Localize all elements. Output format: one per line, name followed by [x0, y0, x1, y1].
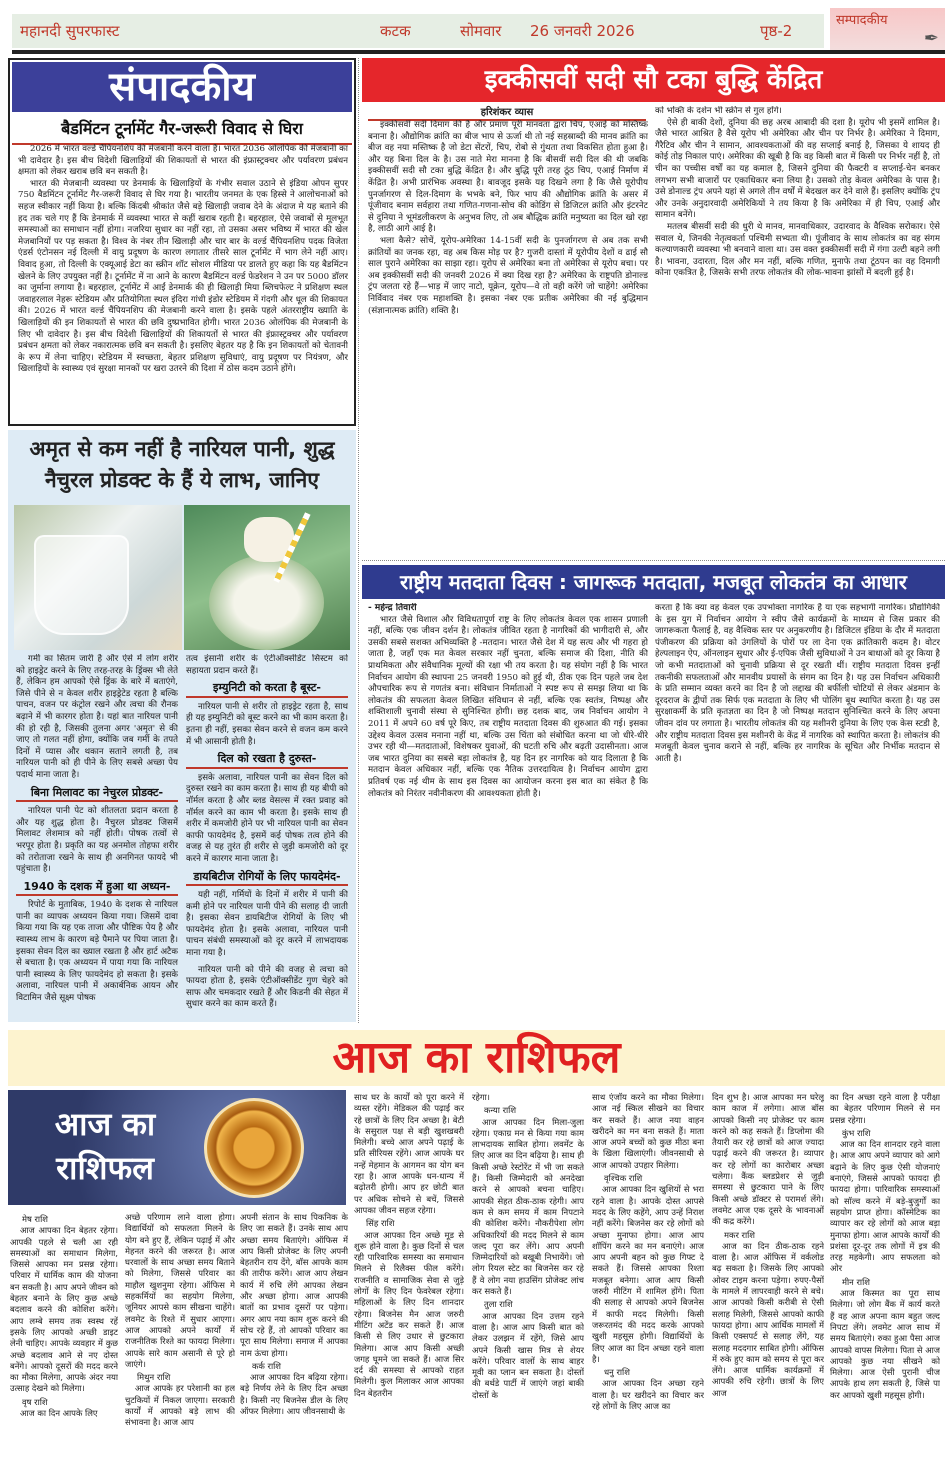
horoscope-column — [472, 1092, 584, 1460]
horoscope-text: आज आपका दिन अच्छे मूड से शुरू होने वाला है। कुछ दिनों से चल रही पारिवारिक समस्या का समाधान मिलने से रिलैक्स फील करेंगे। राजनीति व सामाजिक सेवा से जुड़े लोगों के लिए दिन फेवरेबल रहेगा। महिलाओं के लिए दिन शानदार रहेगा। बिजनेस मैन आज जरुरी मीटिंग अटेंड कर सकते हैं। आज किसी से लिए उधार से छुटकारा मिलेगा। आज आप किसी अच्छी जगह घूमने जा सकते हैं। आज सिर दर्द की समस्या से आपको राहत मिलेगी। कुल मिलाकर आज आपका दिन बेहतरीन — [354, 1229, 464, 1398]
article-column — [186, 654, 348, 1014]
weekday: सोमवार — [460, 22, 502, 40]
paragraph: इक्कीसवीं सदी दिमाग की है और प्रमाण पूरी मानवता द्वारा चिप, एआई को मस्तिष्क बनाना है। औद्योगिक क्रांति का बीज भाप से ऊर्जा थी तो नई सहस्राब्दी की मानव क्रांति का बीज वह नया मस्तिष्क है जो डेटा सेंटरों, चिप, रोबो से गुंथता तथा विकसित होता हुआ है। और यह बिना दिल के है। उस नाते मेरा मानना है कि बीसवीं सदी दिल की थी जबकि इक्कीसवीं सदी सौ टका बुद्धि केंद्रित है। और बुद्धि पूरी तरह ठूंठ चिप, एआई निर्माण में केंद्रित है। अभी प्रारंभिक अवस्था है। बावजूद इसके यह दिखने लगा है कि जैसे यूरोपीय पुनर्जागरण से दिल-दिमाग के भभके बने, फिर भाप की औद्योगिक क्रांति के असर में पूंजीवाद बनाम सर्वहारा तथा गणित-गणना-सोच की कोडिंग से डिजिटल क्रांति और इंटरनेट से दुनिया ने भूमंडलीकरण के अनुभव लिए, तो अब बौद्धिक क्रांति मनुष्यता का दिल खो रहा है, लाठी आगे आई है। — [368, 120, 648, 235]
subheading: दिल को रखता है दुरुस्त- — [186, 753, 348, 769]
horoscope-column — [125, 1212, 235, 1460]
article-headline: अमृत से कम नहीं है नारियल पानी, शुद्ध नैचुरल प्रोडक्ट के हैं ये लाभ, जानिए — [29, 437, 335, 492]
paragraph: भारत की मेजबानी व्यवस्था पर डेनमार्क के खिलाड़ियों के गंभीर सवाल उठाने से इंडिया ओपन सुपर 750 बैडमिंटन टूर्नामेंट गैर-जरूरी विवाद से घिर गया है। भारतीय जनमत के एक हिस्से ने आलोचनाओं को सहज स्वीकार नहीं किया है। बल्कि किंदबी श्रीकांत जैसे बड़े खिलाड़ी जवाब देने के अंदाज मे यह बताने की हद तक चले गए हैं कि डेनमार्क में व्यवस्था भारत से कहीं खराब रहती है। बहरहाल, ऐसे जवाबों से मूलभूत समस्याओं का समाधान नहीं होगा। नजरिया सुधार का नहीं रहा, तो उसका असर भविष्य में भारत की खेल मेजबानियों पर पड़ सकता है। विश्व के नंबर तीन खिलाड़ी और चार बार के वर्ल्ड चैंपियनशिप पदक विजेता एंडर्स एंटोनसन नई दिल्ली में वायु प्रदूषण के कारण लगातार तीसरे साल टूर्नामेंट में भाग लेने नहीं आए। विवाद हुआ, तो दिल्ली के एक्यूआई डेटा का स्क्रीन शॉट सोशल मीडिया पर डालते हुए कहा कि यह बैडमिंटन खेलने के लिए उपयुक्त नहीं है। टूर्नामेंट में ना आने के कारण बैडमिंटन वर्ल्ड फेडरेशन ने उन पर 5000 डॉलर का जुर्माना लगाया है। बहरहाल, टूर्नामेंट में आईं डेनमार्क की ही खिलाड़ी मिया ब्लिचफेल्ट ने प्रशिक्षण स्थल जवाहरलाल नेहरू स्टेडियम और प्रतियोगिता स्थल इंदिरा गांधी इंडोर स्टेडियम में गंदगी और धूल की शिकायत की। 2026 में भारत वर्ल्ड चैंपियनशिप की मेजबानी करने वाला है। इसके पहले अंतरराष्ट्रीय ख्याति के खिलाड़ियों की इन शिकायतों से भारत की छवि दुष्प्रभावित होगी। भारत 2036 ओलंपिक की मेजबानी के लिए भी दावेदार है। इस बीच विदेशी खिलाड़ियों की शिकायतों से भारत की इंफ्रास्ट्रक्चर और पर्यावरण प्रबंधन क्षमता को लेकर नकारात्मक छवि बन सकती है। इसलिए बेहतर यह है कि इन शिकायतों को चेतावनी के रूप में लेना चाहिए। स्टेडियम में स्वच्छता, बेहतर प्रशिक्षण सुविधाएं, वायु प्रदूषण पर नियंत्रण, और खिलाड़ियों के स्वास्थ्य एवं सुरक्षा मानकों पर खरा उतरने की दिशा में ठोस कदम उठाने होंगे। — [18, 178, 348, 375]
zodiac-wheel-icon — [204, 1098, 304, 1198]
zodiac-sign-label: वृष राशि — [22, 1396, 48, 1407]
newspaper-name: महानदी सुपरफास्ट — [20, 22, 120, 40]
paragraph: नारियल पानी पेट को शीतलता प्रदान करता है और यह शुद्ध होता है। नैचुरल प्रोडक्ट जिसमें मिलावट लेशमात्र को नहीं होती। पोषक तत्वों से भरपूर होता है। प्रकृति का यह अनमोल तोहफा शरीर को तरोताजा रखने के साथ ही अनगिनत फायदे भी पहुंचाता है। — [16, 806, 178, 875]
horoscope-column — [592, 1092, 704, 1460]
header-divider — [12, 50, 945, 54]
horoscope-text: आज आपका दिन मिला-जुला रहेगा। एकाग्र मन से किया गया काम लाभदायक साबित होगा। लवमेंट के लिए आज का दिन बढ़िया है। साथ ही किसी अच्छे रेस्टोरेंट में भी जा सकते हैं। किसी जिम्मेदारी को अनदेखा करने से आपको बचना चाहिए। आपकी सेहत ठीक-ठाक रहेगी। आप कम से कम समय में काम निपटाने की कोशिश करेंगे। नौकरीपेशा लोग अधिकारियों की मदद मिलने से काम जल्द पूरा कर लेंगे। आप अपनी जिम्मेदारियों को बखूबी निभायेंगे। जो लोग रियल स्टेट का बिजनेस कर रहे हैं वे लोग नया हाउसिंग प्रोजेक्ट लांच कर सकते हैं। — [472, 1116, 584, 1297]
coconut-water-glass-photo — [14, 505, 182, 650]
editorial-headline: बैडमिंटन टूर्नामेंट गैर-जरूरी विवाद से घिरा — [12, 117, 352, 145]
horoscope-column — [10, 1212, 118, 1460]
horoscope-text: दिन शुभ है। आज आपका मन घरेलू काम काज में लगेगा। आज बॉस आपको किसी नए प्रोजेक्ट पर काम करने को कह सकते हैं। डिप्लोमा की तैयारी कर रहे छात्रों को आज ज्यादा पढ़ाई करने की जरूरत है। व्यापार कर रहे लोगों का कारोबार अच्छा चलेगा। कैंक ब्लडप्रेशर से जुड़ी समस्या से छुटकारा पाने के लिए किसी अच्छे डॉक्टर से परामर्श लेंगे। लवमेट आज एक दूसरे के भावनाओं की कद्र करेंगे। — [712, 1092, 824, 1227]
zodiac-sign-label: सिंह राशि — [366, 1218, 395, 1229]
zodiac-sign-label: धनु राशि — [604, 1367, 630, 1378]
paragraph: भला कैसे? सोचें, यूरोप-अमेरिका 14-15वीं सदी के पुनर्जागरण से अब तक सभी क्रांतियों का जनक रहा, वह अब किस मोड़ पर है? गुजरी दास्तां में यूरोपीय देशों व ढाई सौ साल पुराने अमेरिका का साझा रहा। यूरोप से अमेरिका बना तो अमेरिका से यूरोप बचा। पर अब इक्कीसवीं सदी की जनवरी 2026 में क्या दिख रहा है? अमेरिका के राष्ट्रपति डोनाल्ड ट्रंप जलता रहे हैं—भाड़ में जाए नाटो, यूक्रेन, यूरोप—वे तो वही करेंगे जो चाहेंगे! अमेरिका निर्विवाद नंबर एक महाशक्ति है। इसका नंबर एक प्रतीक अमेरिका की नई बुद्धिमान (संज्ञानात्मक क्रांति) शक्ति है। — [368, 235, 648, 316]
zodiac-sign-label: मीन राशि — [842, 1276, 870, 1287]
horoscope-text: अपनी संतान के साथ पिकनिक के लिए जा सकते हैं। उनके साथ आप अच्छा समय बिताएंगे। ऑफिस में आप किसी प्रोजेक्ट के लिए अपनी बेहतरीन राय देंगे, बॉस आपके काम की तारीफ करेंगे। आज आप लेखन कार्य में रुचि लेंगे आपका लेखन और अच्छा होगा। आज आपकी बातों का प्रभाव दूसरों पर पड़ेगा। अगर आप नया काम शुरू करने की सोच रहे हैं, तो आपको परिवार का पूरा साथ मिलेगा। समाज में आपका नाम ऊंचा होगा। — [240, 1212, 348, 1358]
editorial-logo — [830, 8, 945, 52]
horoscope-graphic-title: आज का राशिफल — [54, 1105, 156, 1187]
horoscope-text: आज का दिन आपके लिए — [20, 1408, 98, 1419]
paragraph: को भक्ति के दर्शन भी स्क्रीन से गुल होंगे। — [655, 106, 782, 116]
horoscope-text: रहेगा। — [472, 1092, 490, 1102]
horoscope-text: आज आपका दिन उत्तम रहने वाला है। आज आप किसी बात को लेकर उलझन में रहेंगे, जिसे आप अपने किसी खास मित्र से शेयर करेंगे। परिवार वालों के साथ बाहर मूवी का प्लान बन सकता है। दोस्तों की बर्थडे पार्टी में जाएंगे जहां बाकी दोस्तों के — [472, 1310, 584, 1400]
horoscope-graphic — [8, 1090, 346, 1205]
horoscope-text: आज आपका दिन अच्छा रहने वाला है। घर खरीदने का विचार कर रहे लोगों के लिए आज का — [592, 1378, 704, 1412]
main-article-headline: इक्कीसवीं सदी सौ टका बुद्धि केंद्रित — [362, 58, 945, 102]
byline: हरिशंकर व्यास — [368, 104, 646, 121]
horoscope-text: आज आपका दिन बढ़िया रहेगा। बड़े निर्णय लेने के लिए दिन अच्छा है। किसी नए बिजनेस डील के लिए ऑफर मिलेगा। आप जीवनसाथी के — [240, 1372, 348, 1417]
editorial-banner: संपादकीय — [12, 62, 352, 112]
horoscope-column — [712, 1092, 824, 1460]
logo-text: सम्पादकीय — [836, 13, 888, 28]
paragraph: मतलब बीसवीं सदी की धुरी थे मानव, मानवाधिकार, उदारवाद के वैश्विक सरोकार। ऐसे सवाल थे, जिनकी नेतृत्वकर्ता पश्चिमी सभ्यता थी। पूंजीवाद के साथ लोकतंत्र का वह संगम कल्याणकारी व्यवस्था भी बनवाने वाला था। उस वक्त इक्कीसवीं सदी में गंगा उल्टी बहने लगी है। भावना, उदारता, दिल और मन नहीं, बल्कि गणित, मुनाफे तथा टूंठपन का वह दिमागी कोना एकत्रित है, जिसके सभी तरफ लोकतंत्र की लोक-भावना झांसों में बदली हुई है। — [655, 221, 940, 279]
article-column — [655, 106, 940, 560]
paragraph: गर्मी का सितम जारी है और ऐसे में लोग शरीर को हाइड्रेट करने के लिए तरह-तरह के ड्रिंक्स भी लेते हैं, लेकिन हम आपको ऐसे ड्रिंक के बारे में बताएंगे, जिसे पीने से न केवल शरीर हाइड्रेटेड रहता है बल्कि पाचन, वजन पर कंट्रोल रखने और त्वचा की रौनक बढ़ाने में भी कारगर होता है। यहां बात नारियल पानी की हो रही है, जिसकी तुलना अगर 'अमृत' से की जाए तो गलत नहीं होगा, क्योंकि जब गर्मी के तपते दिनों में प्यास और थकान सताने लगती है, तब नारियल पानी को ही पीने के लिए सबसे अच्छा पेय पदार्थ माना जाता है। — [16, 654, 178, 780]
paragraph: तत्व इंसानी शरीर के एंटीऑक्सीडेंट सिस्टम को सहायता प्रदान करते हैं। — [186, 654, 348, 676]
zodiac-sign-label: मिथुन राशि — [137, 1372, 171, 1383]
zodiac-sign-label: वृश्चिक राशि — [604, 1173, 643, 1184]
zodiac-sign-label: कन्या राशि — [484, 1105, 517, 1116]
article-column — [368, 120, 648, 560]
byline: - महेन्द्र तिवारी — [368, 603, 417, 613]
pen-icon: ✒ — [923, 28, 939, 49]
subheading: इम्युनिटी को करता है बूस्ट- — [186, 682, 348, 698]
horoscope-text: आज आपके हर परेशानी का हल चुटकियों में निकल जाएगा। सरकारी कार्यों में आपको बड़े लाभ की संभावना है। आज आप — [125, 1383, 235, 1428]
subheading: 1940 के दशक में हुआ था अध्यन- — [16, 881, 178, 897]
paragraph: ऐसे ही बाकी देशों, दुनिया की छह अरब आबादी की दशा है। यूरोप भी इसमें शामिल है। जैसे भारत आश्रित है वैसे यूरोप भी अमेरिका और चीन पर निर्भर है। अमेरिका ने दिमाग, गैरैटिव और चीन ने सामान, आवश्यकताओं की वह सप्लाई बनाई है, जिसका ये शायद ही कोई तोड़ निकाल पाएं। अमेरिका की खूबी है कि वह किसी बात में किसी पर निर्भर नहीं है, तो चीन का पच्चीस वर्षों का यह कमाल है, जिसने दुनिया की फैक्टरी व सप्लाई-चेन बनकर लगभग सभी बाजारों पर एकाधिकार बना लिया है। उसको तोड़ केवल अमेरिका के पास है। उसे डोनाल्ड ट्रंप अपने यहां से अगले तीन वर्षों में बेदखल कर देने वाले हैं। इसलिए क्योंकि ट्रंप और उनके अनुदारवादी अमेरिकियों ने तय किया है कि अमेरिका में ही चिप, एआई और सामान बनेंगे। — [655, 117, 940, 221]
horoscope-text: आज आपका दिन बेहतर रहेगा। आपकी पहले से चली आ रही समस्याओं का समाधान मिलेगा, जिससे आपका मन प्रसन्न रहेगा। परिवार में धार्मिक काम की योजना बन सकती है। आप अपने जीवन को बेहतर बनाने के लिए कुछ अच्छे बदलाव करने की कोशिश करेंगे। आप लम्बे समय तक स्वस्थ रहें इसके लिए आपको अच्छी डाइट लेनी चाहिए। आपके व्यवहार में कुछ अच्छे बदलाव आने से नए दोस्त बनेंगे। आपको दूसरों की मदद करने का मौका मिलेगा, आपके अंदर नया उत्साह देखने को मिलेगा। — [10, 1225, 118, 1394]
paragraph: यही नहीं, गर्मियों के दिनों में शरीर में पानी की कमी होने पर नारियल पानी पीने की सलाह दी जाती है। इसका सेवन डायबिटीज रोगियों के लिए भी फायदेमंद होता है। इसके अलावा, नारियल पानी पाचन संबंधी समस्याओं को दूर करने में लाभदायक माना गया है। — [186, 890, 348, 959]
horoscope-column — [830, 1092, 940, 1460]
zodiac-sign-label: तुला राशि — [484, 1299, 513, 1310]
zodiac-sign-label: कुंभ राशि — [842, 1127, 871, 1138]
voter-day-headline: राष्ट्रीय मतदाता दिवस : जागरूक मतदाता, मजबूत लोकतंत्र का आधार — [362, 565, 945, 599]
paragraph: 2026 में भारत वर्ल्ड चैंपियनशिप की मेजबानी करने वाला है। भारत 2036 ओलंपिक की मेजबानी का भी दावेदार है। इस बीच विदेशी खिलाड़ियों की शिकायतों से भारत की इंफ्रास्ट्रक्चर और पर्यावरण प्रबंधन क्षमता को लेकर खराब छवि बन सकती है। — [18, 144, 348, 178]
paragraph: नारियल पानी को पीने की वजह से त्वचा को फायदा होता है, इसके एंटीऑक्सीडेंट गुण चेहरे को साफ और चमकदार रखते हैं और किडनी की सेहत में सुधार करने का काम करते हैं। — [186, 964, 348, 1010]
zodiac-sign-label: मकर राशि — [724, 1229, 755, 1240]
paragraph: भारत जैसे विशाल और विविधतापूर्ण राष्ट्र के लिए लोकतंत्र केवल एक शासन प्रणाली नहीं, बल्कि एक जीवन दर्शन है। लोकतंत्र जीवित रहता है नागरिकों की भागीदारी से, और उसकी सबसे सशक्त अभिव्यक्ति है -मतदान। भारत जैसे देश में यह सत्य और भी गहरा हो जाता है, जहाँ एक मत केवल सरकार नहीं चुनता, बल्कि समाज की दिशा, नीति की प्राथमिकता और संवैधानिक मूल्यों की रक्षा भी तय करता है। यह संयोग नहीं है कि भारत निर्वाचन आयोग की स्थापना 25 जनवरी 1950 को हुई थी, ठीक एक दिन पहले जब देश औपचारिक रूप से गणतंत्र बना। संविधान निर्माताओं ने स्पष्ट रूप से समझ लिया था कि लोकतंत्र की सफलता केवल लिखित संविधान से नहीं, बल्कि एक स्वतंत्र, निष्पक्ष और शक्तिशाली चुनावी संस्था से सुनिश्चित होगी। छह दशक बाद, जब निर्वाचन आयोग ने 2011 में अपने 60 वर्ष पूरे किए, तब राष्ट्रीय मतदाता दिवस की शुरुआत की गई। इसका उद्देश्य केवल उत्सव मनाना नहीं था, बल्कि उस चिंता को संबोधित करना था जो धीरे-धीरे उभर रही थी—मतदाताओं, विशेषकर युवाओं, की घटती रुचि और बढ़ती उदासीनता। आज जब भारत दुनिया का सबसे बड़ा लोकतंत्र है, यह दिन हर नागरिक को याद दिलाता है कि मतदान केवल अधिकार नहीं, बल्कि एक नैतिक उत्तरदायित्व है। निर्वाचन आयोग द्वारा प्रतिवर्ष एक नई थीम के साथ इस दिवस का आयोजन करना इस बात का संकेत है कि लोकतंत्र को निरंतर नवीनीकरण की आवश्यकता होती है। — [368, 614, 648, 799]
masthead-strip — [12, 14, 824, 48]
tender-coconut-photo — [184, 505, 350, 650]
horoscope-column — [354, 1092, 464, 1460]
article-column — [368, 603, 648, 1021]
paragraph: रिपोर्ट के मुताबिक, 1940 के दशक से नारियल पानी का व्यापक अध्ययन किया गया। जिसमें दावा किया गया कि यह एक ताजा और पौष्टिक पेय है और स्वास्थ्य लाभ के कारण बड़े पैमाने पर पिया जाता है। इसका सेवन दिल का ख्याल रखता है और हार्ट अटैक से बचाता है। एक अध्ययन में पाया गया कि नारियल पानी स्वास्थ्य के लिए फायदेमंद हो सकता है। इसके अलावा, नारियल पानी में अकार्बनिक आयन और विटामिन जैसे सूक्ष्म पोषक — [16, 900, 178, 1004]
date: 26 जनवरी 2026 — [530, 22, 635, 40]
paragraph: नारियल पानी से शरीर तो हाइड्रेट रहता है, साथ ही यह इम्युनिटी को बूस्ट करने का भी काम करता है। इतना ही नहीं, इसका सेवन करने से वजन कम करने में भी आसानी होती है। — [186, 701, 348, 747]
zodiac-sign-label: मेष राशि — [22, 1214, 48, 1224]
horoscope-text: साथ एंजॉय करने का मौका मिलेगा। आज नई स्किल सीखने का विचार कर सकते हैं। आज नया वाहन खरीदने का मन बना सकते हैं। माता आज अपने बच्चों को कुछ मीठा बना के खिला खिलाएंगी। जीवनसाथी से आज आपको उपहार मिलेगा। — [592, 1092, 704, 1170]
section-divider — [362, 560, 945, 561]
page-number: पृष्ठ-2 — [760, 22, 793, 40]
paragraph: करता है कि क्या वह केवल एक उपभोक्ता नागरिक है या एक सहभागी नागरिक। प्रौद्योगिकी के इस युग में निर्वाचन आयोग ने स्वीप जैसे कार्यक्रमों के माध्यम से जिस प्रकार की जागरूकता फैलाई है, वह वैश्विक स्तर पर अनुकरणीय है। डिजिटल इंडिया के दौर में मतदाता पंजीकरण की प्रक्रिया को उंगलियों के पोरों पर ला देना एक क्रांतिकारी कदम है। वोटर हेल्पलाइन ऐप, ऑनलाइन सुधार और ई-एपिक जैसी सुविधाओं ने उन बाधाओं को दूर किया है जो कभी मतदाताओं को चुनावी प्रक्रिया से दूर रखती थीं। राष्ट्रीय मतदाता दिवस इन्हीं तकनीकी सफलताओं और मानवीय प्रयासों के संगम का दिन है। यह उस निर्वाचन अधिकारी के प्रति सम्मान व्यक्त करने का दिन है जो लद्दाख की बर्फीली चोटियों से लेकर अंडमान के दूरदराज के द्वीपों तक सिर्फ एक मतदाता के लिए भी पोलिंग बूथ स्थापित करता है। यह उस सुरक्षाकर्मी के प्रति कृतज्ञता का दिन है जो निष्पक्ष मतदान सुनिश्चित करने के लिए अपना जीवन दांव पर लगाता है। भारतीय लोकतंत्र की यह मशीनरी दुनिया के लिए एक केस स्टडी है, और राष्ट्रीय मतदाता दिवस इस मशीनरी के केंद्र में नागरिक को स्थापित करता है। लोकतंत्र की मजबूती केवल चुनाव कराने से नहीं, बल्कि हर नागरिक के सूचित और निर्भीक मतदान से आती है। — [655, 603, 940, 764]
article-column — [655, 603, 940, 1021]
horoscope-text: आज का दिन शानदार रहने वाला है। आज आप अपने व्यापार को आगे बढ़ाने के लिए कुछ ऐसी योजनाएं बनाएंगे, जिससे आपको फायदा ही फायदा होगा। पारिवारिक समस्याओं को सॉल्व करने में बड़े-बुजुर्गों का सहयोग प्राप्त होगा। कॉस्मेटिक का व्यापार कर रहे लोगों को आज बड़ा मुनाफा होगा। आज आपके कार्यों की प्रशंसा दूर-दूर तक लोगों में इत्र की तरह महकेगी। आप सफलता को ओर — [830, 1139, 940, 1274]
horoscope-column — [240, 1212, 348, 1460]
editorial-body — [18, 144, 348, 424]
horoscope-text: आज आपका दिन खुशियों से भरा रहने वाला है। आपके दोस्त आपसे मदद के लिए कहेंगे, आप उन्हें निराश नहीं करेंगे। बिजनेस कर रहे लोगों को अच्छा मुनाफा होगा। आज आप शॉपिंग करने का मन बनाएंगे। आज आप अपनी बहन को कुछ गिफ्ट दे सकते हैं। जिससे आपका रिश्ता मजबूत बनेगा। आज आप किसी जरुरी मीटिंग में शामिल होंगे। पिता की सलाह से आपको अपने बिजनेस में काफी मदद मिलेगी। किसी जरूरतमंद की मदद करके आपको खुशी महसूस होगी। विद्यार्थियों के लिए आज का दिन अच्छा रहने वाला है। — [592, 1184, 704, 1364]
column-divider — [358, 58, 359, 1023]
zodiac-sign-label: कर्क राशि — [252, 1360, 281, 1371]
horoscope-text: का दिन अच्छा रहने वाला है परीक्षा का बेहतर परिणाम मिलने से मन प्रसन्न रहेगा। — [830, 1092, 940, 1125]
horoscope-text: आज किस्मत का पूरा साथ मिलेगा। जो लोग बैंक में कार्य करते हैं वह आज अपना काम बहुत जल्द निपटा लेंगे। लवमेट आज साथ में समय बिताएंगे। रुका हुआ पैसा आज आपको वापस मिलेगा। पिता से आज आपको कुछ नया सीखने को मिलेगा। आज ऐसी पुरानी चीज आपके हाथ लग सकती है, जिसे पा कर आपको खुशी महसूस होगी। — [830, 1288, 940, 1400]
paragraph: इसके अलावा, नारियल पानी का सेवन दिल को दुरुस्त रखने का काम करता है। साथ ही यह बीपी को नॉर्मल करता है और ब्लड वेसल्स में रक्त प्रवाह को नॉर्मल करने का काम भी करता है। इसके साथ ही शरीर में कमजोरी होने पर भी नारियल पानी का सेवन काफी फायदेमंद है, इसमें कई पोषक तत्व होने की वजह से यह तुरंत ही शरीर से जुड़ी कमजोरी को दूर करने में कारगर माना जाता है। — [186, 772, 348, 864]
article-column — [16, 654, 178, 1014]
subheading: डायबिटीज रोगियों के लिए फायदेमंद- — [186, 871, 348, 887]
horoscope-title: आज का राशिफल — [8, 1030, 945, 1086]
horoscope-text: साथ घर के कार्यों को पूरा करने में व्यस्त रहेंगे। मेडिकल की पढ़ाई कर रहे छात्रों के लिए दिन अच्छा है। बेटी के ससुराल पक्ष से बड़ी खुशखबरी मिलेगी। बच्चे आज अपने पढ़ाई के प्रति सीरियस रहेंगे। आज आपके घर नन्हें मेहमान के आगमन का योग बन रहा है। आज आपके धन-धान्य में बढ़ोतरी होगी। आप हर छोटी बात पर अधिक सोचने से बचें, जिससे आपका जीवन सहज रहेगा। — [354, 1092, 464, 1215]
city: कटक — [380, 22, 411, 40]
horoscope-text: अच्छे परिणाम लाने वाला होगा। विद्यार्थियों को सफलता मिलने के योग बने हुए हैं, लेकिन पढ़ाई में और मेहनत करने की जरूरत है। आज घरवालों के साथ अच्छा समय बिताने को मिलेगा, जिससे परिवार का माहौल खुशनुमा रहेगा। ऑफिस मे सहकर्मियों का सहयोग मिलेगा, जूनियर आपसे काम सीखना चाहेंगे। लवमेट के रिश्ते में सुधार आएगा। आज आपको अपने कार्यों में राजनीतिक रिश्ते का फायदा मिलेगा। आपके सारे काम असानी से पूरे हो जाएंगे। — [125, 1212, 235, 1369]
editorial-box — [8, 58, 356, 426]
horoscope-text: आज का दिन ठीक-ठाक रहने वाला है। आज ऑफिस में वर्कलोड बढ़ सकता है। जिसके लिए आपको ओवर टाइम करना पड़ेगा। रुपए-पैसों के मामले में लापरवाही करने से बचे। आज आपको किसी करीबी से ऐसी सलाह मिलेगी, जिससे आपको काफी फायदा होगा। आप आर्थिक मामलों में किसी एक्सपर्ट से सलाह लेंगे, यह सलाह मददगार साबित होगी। ऑफिस में रुके हुए काम को समय से पूरा कर लेंगे। आज धार्मिक कार्यक्रमों में आपकी रुचि रहेगी। छात्रों के लिए आज — [712, 1240, 824, 1398]
coconut-water-article — [8, 430, 356, 1022]
subheading: बिना मिलावट का नेचुरल प्रोडक्ट- — [16, 787, 178, 803]
